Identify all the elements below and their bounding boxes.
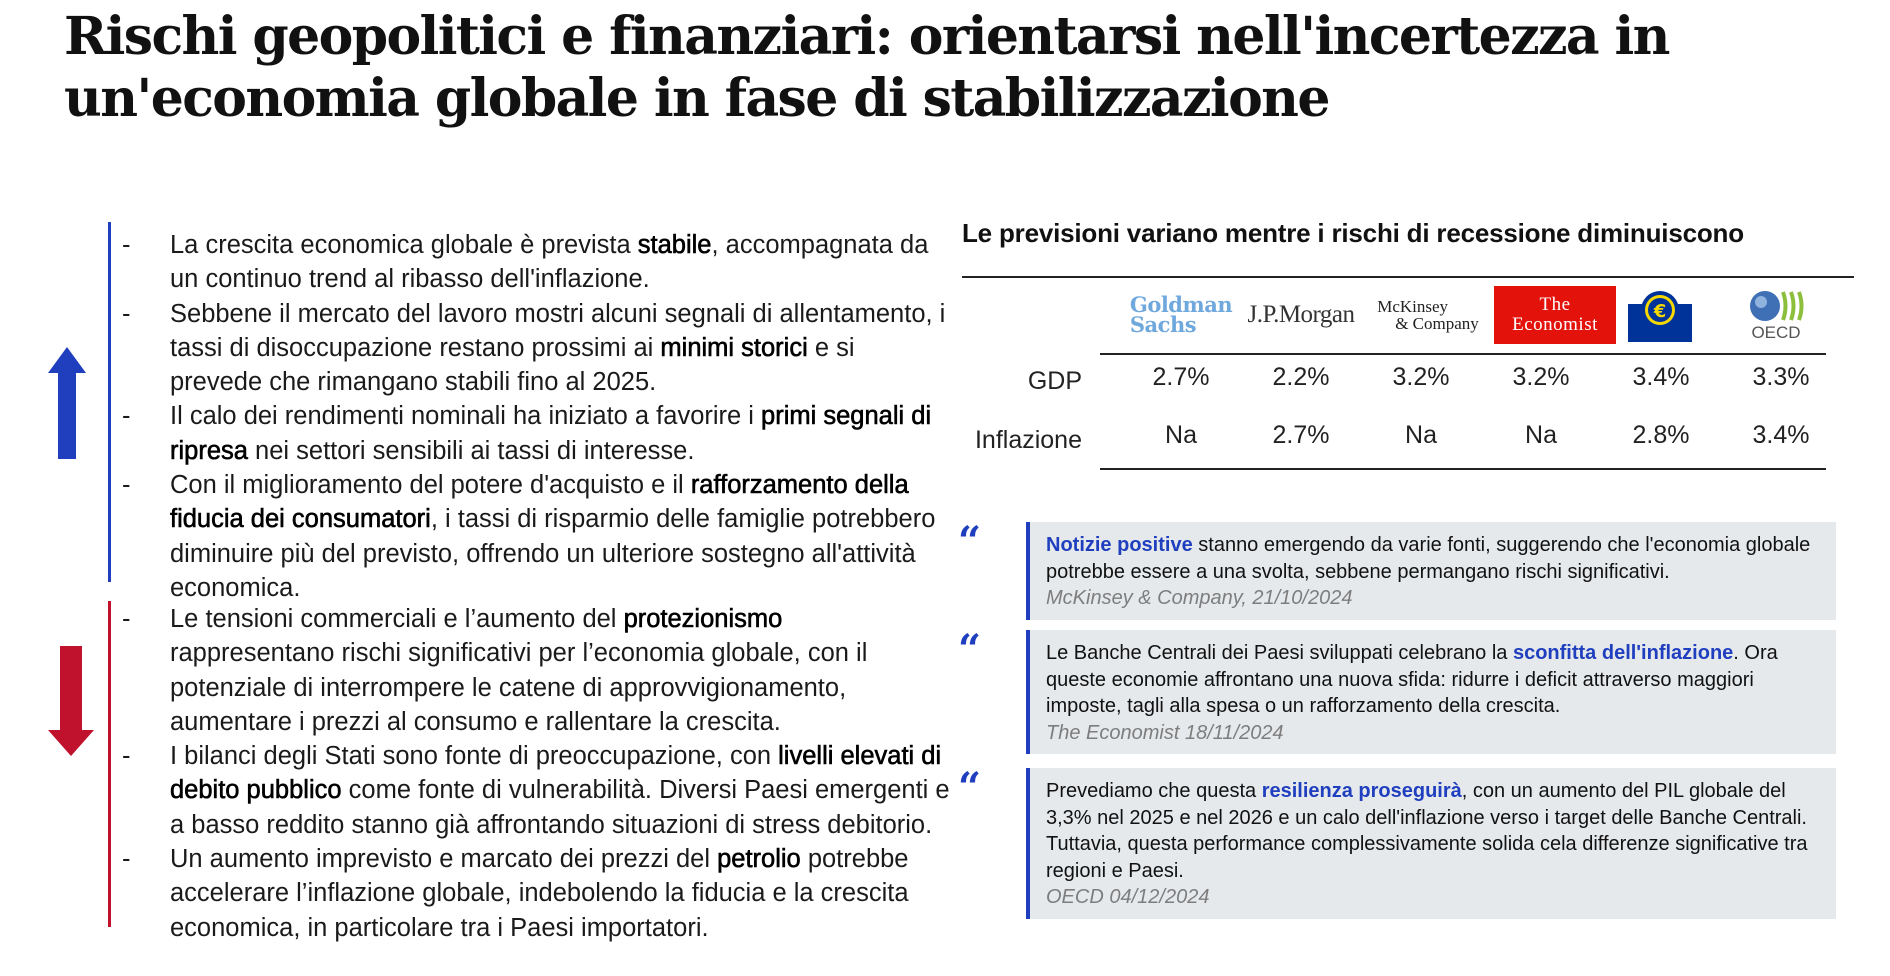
negative-factors-list: [122, 602, 952, 945]
quote-mark-icon: “: [958, 626, 982, 673]
table-cell: 3.2%: [1392, 363, 1450, 391]
table-cell: 3.4%: [1752, 421, 1810, 449]
table-cell: 2.7%: [1152, 363, 1210, 391]
quote-box-oecd: [1026, 768, 1836, 919]
quote-mark-icon: “: [958, 518, 982, 565]
the-economist-logo: The Economist: [1494, 286, 1616, 344]
table-cell: Na: [1525, 421, 1557, 449]
quote-source: The Economist 18/11/2024: [1046, 721, 1284, 744]
row-label-inflazione: Inflazione: [974, 426, 1082, 454]
oecd-globe-icon: [1747, 288, 1805, 324]
arrow-down-icon: [48, 646, 94, 756]
table-cell: Na: [1165, 421, 1197, 449]
row-label-gdp: GDP: [1027, 367, 1082, 395]
quote-box-mckinsey: [1026, 522, 1836, 620]
quote-mark-icon: “: [958, 764, 982, 811]
jpmorgan-logo: J.P.Morgan: [1247, 301, 1355, 328]
table-cell: 3.4%: [1632, 363, 1690, 391]
quote-text: Le Banche Centrali dei Paesi sviluppati celebrano la sconfitta dell'inflazione. Ora queste economie affrontano una nuova sfida: ridurre i deficit attraverso maggiori imposte, tagli alla spesa o un rafforzamento della crescita.: [1046, 642, 1778, 717]
quote-source: OECD 04/12/2024: [1046, 886, 1210, 908]
table-cell: 2.8%: [1632, 421, 1690, 449]
table-cell: 2.2%: [1272, 363, 1330, 391]
table-top-rule: [962, 276, 1854, 278]
list-item: - Il calo dei rendimenti nominali ha iniziato a favorire i primi segnali di ripresa nei settori sensibili ai tassi di interesse.: [122, 402, 932, 465]
list-item: - Un aumento imprevisto e marcato dei prezzi del petrolio potrebbe accelerare l’inflazione globale, indebolendo la fiducia e la crescita economica, in particolare tra i Paesi importatori.: [122, 845, 909, 942]
list-item: - Le tensioni commerciali e l’aumento del protezionismo rappresentano rischi significativi per l’economia globale, con il potenziale di interrompere le catene di approvvigionamento, aumentare i prezzi al consumo e rallentare la crescita.: [122, 605, 868, 736]
list-item: - Con il miglioramento del potere d'acquisto e il rafforzamento della fiducia dei consumatori, i tassi di risparmio delle famiglie potrebbero diminuire più del previsto, offrendo un ulteriore sostegno all'attività economica.: [122, 471, 936, 602]
page-title: Rischi geopolitici e finanziari: orientarsi nell'incertezza in un'economia globale in fase di stabilizzazione: [64, 6, 1669, 129]
positive-divider-line: [108, 222, 111, 582]
negative-divider-line: [108, 601, 111, 927]
table-cell: 2.7%: [1272, 421, 1330, 449]
quote-text: Prevediamo che questa resilienza proseguirà, con un aumento del PIL globale del 3,3% nel 2025 e nel 2026 e un calo dell'inflazione verso i target delle Banche Centrali. Tuttavia, questa performance complessivamente solida cela differenze significative tra regioni e Paesi.: [1046, 780, 1808, 882]
table-header-rule: [1100, 353, 1826, 355]
goldman-sachs-logo: Goldman Sachs: [1129, 292, 1233, 337]
quote-text: Notizie positive stanno emergendo da varie fonti, suggerendo che l'economia globale potrebbe essere a una svolta, sebbene permangano rischi significativi.: [1046, 534, 1811, 583]
table-cell: 3.2%: [1512, 363, 1570, 391]
svg-text:€: €: [1653, 301, 1667, 322]
quote-source: McKinsey & Company, 21/10/2024: [1046, 587, 1353, 609]
oecd-logo: OECD: [1744, 286, 1808, 344]
table-cell: Na: [1405, 421, 1437, 449]
ecb-euro-icon: [1628, 286, 1692, 344]
list-item: - Sebbene il mercato del lavoro mostri alcuni segnali di allentamento, i tassi di disoccupazione restano prossimi ai minimi storici e si prevede che rimangano stabili fino al 2025.: [122, 299, 946, 397]
positive-factors-list: [122, 228, 952, 605]
table-cell: 3.3%: [1752, 363, 1810, 391]
forecast-heading: Le previsioni variano mentre i rischi di recessione diminuiscono: [962, 218, 1744, 248]
arrow-up-icon: [48, 347, 86, 459]
quote-box-economist: [1026, 630, 1836, 754]
list-item: - I bilanci degli Stati sono fonte di preoccupazione, con livelli elevati di debito pubblico come fonte di vulnerabilità. Diversi Paesi emergenti e a basso reddito stanno già affrontando situazioni di stress debitorio.: [122, 742, 950, 839]
list-item: - La crescita economica globale è prevista stabile, accompagnata da un continuo trend al ribasso dell'inflazione.: [122, 231, 929, 294]
table-bottom-rule: [1100, 468, 1826, 470]
mckinsey-logo: McKinsey & Company: [1377, 297, 1479, 333]
